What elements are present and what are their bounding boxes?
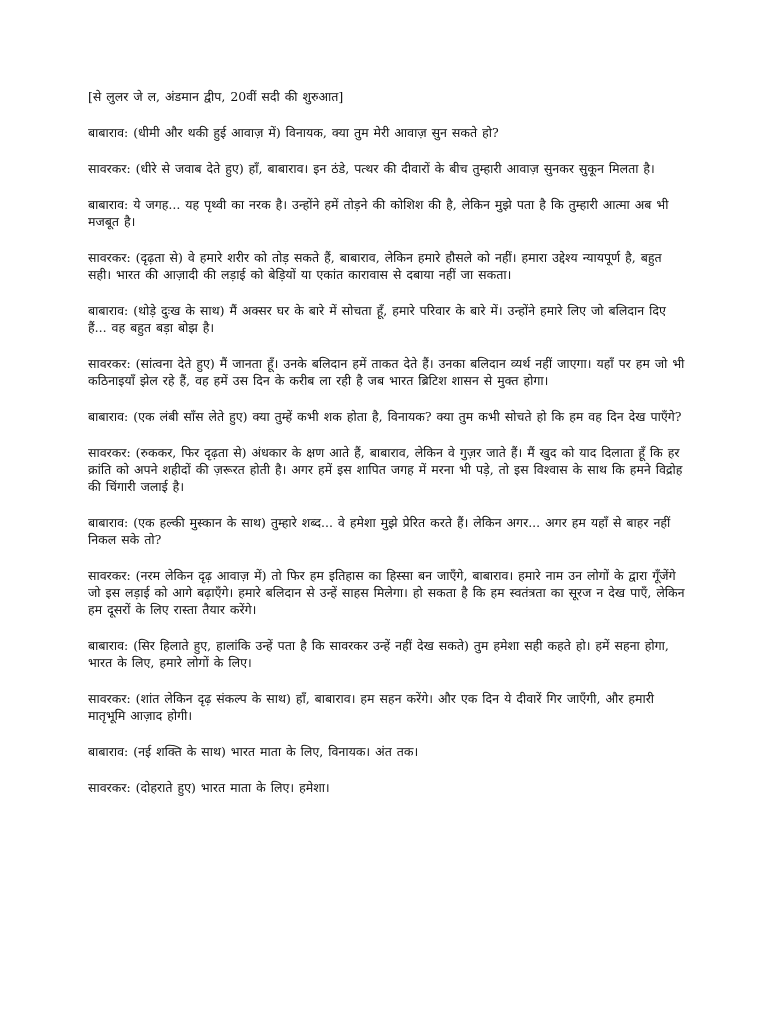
dialogue-line: सावरकर: (सांत्वना देते हुए) मैं जानता हूँ। उनके बलिदान हमें ताकत देते हैं। उनका बलिदान व्यर्थ नहीं जाएगा। यहाँ पर हम जो भी कठिनाइयाँ झेल रहे हैं, वह हमें उस दिन के करीब ला रही है जब भारत ब्रिटिश शासन से मुक्त होगा। xyxy=(88,356,685,388)
dialogue-line: बाबाराव: (एक हल्की मुस्कान के साथ) तुम्हारे शब्द... वे हमेशा मुझे प्रेरित करते हैं। लेकिन अगर... अगर हम यहाँ से बाहर नहीं निकल सके तो? xyxy=(88,515,671,547)
document-page xyxy=(88,88,688,815)
dialogue-line: बाबाराव: (एक लंबी साँस लेते हुए) क्या तुम्हें कभी शक होता है, विनायक? क्या तुम कभी सोचते हो कि हम वह दिन देख पाएँगे? xyxy=(88,409,682,424)
dialogue-line: बाबाराव: (धीमी और थकी हुई आवाज़ में) विनायक, क्या तुम मेरी आवाज़ सुन सकते हो? xyxy=(88,125,499,140)
dialogue-line: सावरकर: (दोहराते हुए) भारत माता के लिए। हमेशा। xyxy=(88,780,330,795)
dialogue-line: बाबाराव: (थोड़े दुःख के साथ) मैं अक्सर घर के बारे में सोचता हूँ, हमारे परिवार के बारे में। उन्होंने हमारे लिए जो बलिदान दिए हैं... वह बहुत बड़ा बोझ है। xyxy=(88,303,666,335)
dialogue-line: बाबाराव: (सिर हिलाते हुए, हालांकि उन्हें पता है कि सावरकर उन्हें नहीं देख सकते) तुम हमेशा सही कहते हो। हमें सहना होगा, भारत के लिए, हमारे लोगों के लिए। xyxy=(88,638,669,670)
dialogue-line: सावरकर: (नरम लेकिन दृढ़ आवाज़ में) तो फिर हम इतिहास का हिस्सा बन जाएँगे, बाबाराव। हमारे नाम उन लोगों के द्वारा गूँजेंगे जो इस लड़ाई को आगे बढ़ाएँगे। हमारे बलिदान से उन्हें साहस मिलेगा। हो सकता है कि हम स्वतंत्रता का सूरज न देख पाएँ, लेकिन हम दूसरों के लिए रास्ता तैयार करेंगे। xyxy=(88,568,685,617)
dialogue-line: बाबाराव: ये जगह... यह पृथ्वी का नरक है। उन्होंने हमें तोड़ने की कोशिश की है, लेकिन मुझे पता है कि तुम्हारी आत्मा अब भी मजबूत है। xyxy=(88,197,669,229)
scene-heading: [से लुलर जे ल, अंडमान द्वीप, 20वीं सदी की शुरुआत] xyxy=(88,89,344,104)
dialogue-line: सावरकर: (शांत लेकिन दृढ़ संकल्प के साथ) हाँ, बाबाराव। हम सहन करेंगे। और एक दिन ये दीवारें गिर जाएँगी, और हमारी मातृभूमि आज़ाद होगी। xyxy=(88,691,655,723)
dialogue-line: सावरकर: (दृढ़ता से) वे हमारे शरीर को तोड़ सकते हैं, बाबाराव, लेकिन हमारे हौसले को नहीं। हमारा उद्देश्य न्यायपूर्ण है, बहुत सही। भारत की आज़ादी की लड़ाई को बेड़ियों या एकांत कारावास से दबाया नहीं जा सकता। xyxy=(88,250,662,282)
dialogue-line: बाबाराव: (नई शक्ति के साथ) भारत माता के लिए, विनायक। अंत तक। xyxy=(88,744,419,759)
dialogue-line: सावरकर: (धीरे से जवाब देते हुए) हाँ, बाबाराव। इन ठंडे, पत्थर की दीवारों के बीच तुम्हारी आवाज़ सुनकर सुकून मिलता है। xyxy=(88,161,655,176)
dialogue-line: सावरकर: (रुककर, फिर दृढ़ता से) अंधकार के क्षण आते हैं, बाबाराव, लेकिन वे गुज़र जाते हैं। मैं खुद को याद दिलाता हूँ कि हर क्रांति को अपने शहीदों की ज़रूरत होती है। अगर हमें इस शापित जगह में मरना भी पड़े, तो इस विश्वास के साथ कि हमने विद्रोह की चिंगारी जलाई है। xyxy=(88,445,683,494)
